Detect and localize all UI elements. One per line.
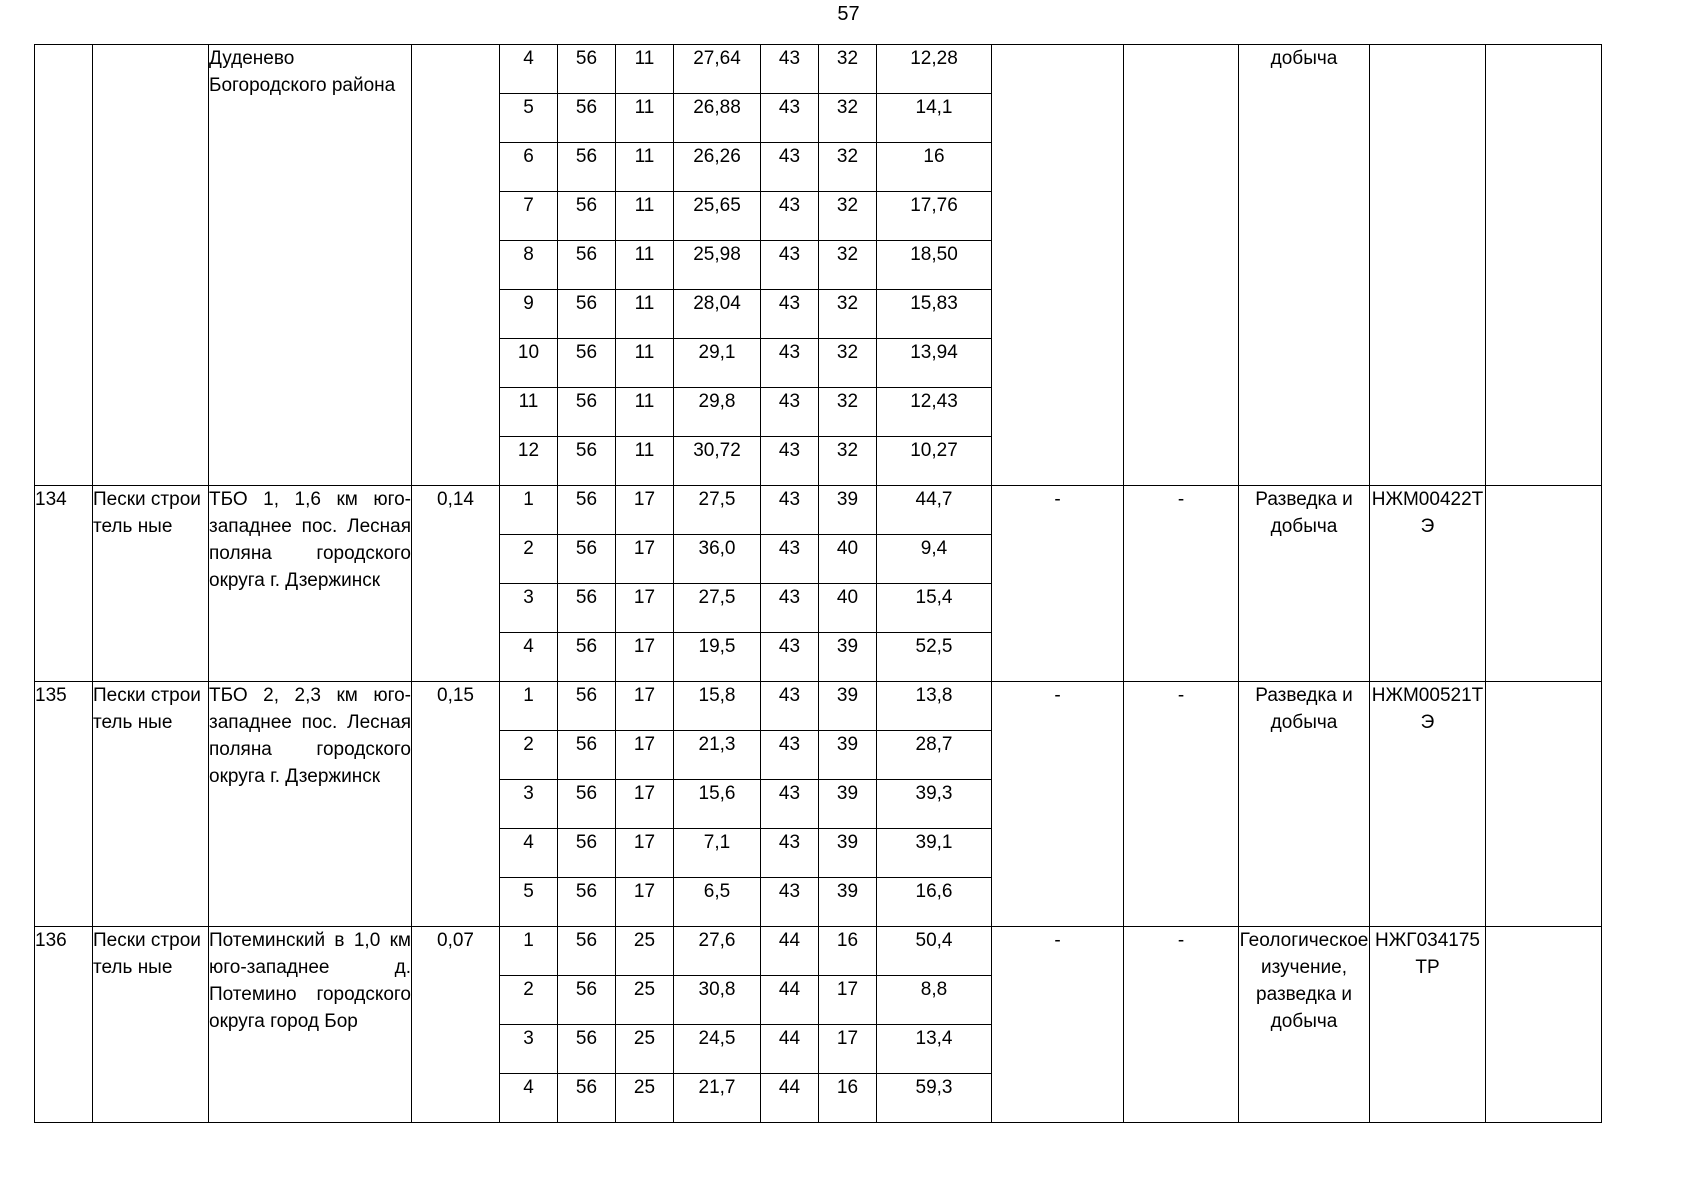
registry-body [35,45,1602,1123]
lon-sec-cell: 52,5 [877,633,992,682]
table-row [35,682,1602,731]
lat-deg-cell: 56 [558,94,616,143]
lon-deg-cell: 43 [761,486,819,535]
lat-min-cell: 11 [616,437,674,486]
lat-deg-cell: 56 [558,45,616,94]
point-number-cell: 4 [500,45,558,94]
lon-deg-cell: 43 [761,633,819,682]
entry-number-cell: 136 [35,927,93,1123]
lat-min-cell: 17 [616,829,674,878]
lon-deg-cell: 43 [761,437,819,486]
lat-sec-cell: 27,64 [674,45,761,94]
lon-deg-cell: 43 [761,535,819,584]
lat-min-cell: 17 [616,633,674,682]
point-number-cell: 1 [500,486,558,535]
lat-min-cell: 25 [616,1025,674,1074]
lon-sec-cell: 12,43 [877,388,992,437]
lat-deg-cell: 56 [558,486,616,535]
lon-min-cell: 17 [819,1025,877,1074]
lon-min-cell: 32 [819,45,877,94]
mineral-cell: Пески строитель ные [93,927,209,1123]
point-number-cell: 4 [500,829,558,878]
lon-min-cell: 32 [819,339,877,388]
lon-sec-cell: 13,94 [877,339,992,388]
method-cell: Разведка и добыча [1239,486,1370,682]
lon-min-cell: 39 [819,878,877,927]
lat-min-cell: 25 [616,1074,674,1123]
dash-cell [992,45,1124,486]
lat-sec-cell: 30,72 [674,437,761,486]
lat-min-cell: 25 [616,976,674,1025]
point-number-cell: 10 [500,339,558,388]
lon-min-cell: 39 [819,486,877,535]
lon-min-cell: 16 [819,1074,877,1123]
lat-deg-cell: 56 [558,339,616,388]
lat-deg-cell: 56 [558,1074,616,1123]
lat-min-cell: 11 [616,143,674,192]
lat-deg-cell: 56 [558,731,616,780]
area-cell [412,45,500,486]
license-cell: НЖМ00521ТЭ [1370,682,1486,927]
lon-min-cell: 17 [819,976,877,1025]
lon-min-cell: 39 [819,731,877,780]
lat-min-cell: 11 [616,241,674,290]
lat-deg-cell: 56 [558,878,616,927]
lat-sec-cell: 36,0 [674,535,761,584]
lon-deg-cell: 44 [761,976,819,1025]
point-number-cell: 2 [500,535,558,584]
lon-sec-cell: 59,3 [877,1074,992,1123]
lat-deg-cell: 56 [558,241,616,290]
lon-min-cell: 39 [819,633,877,682]
lat-deg-cell: 56 [558,927,616,976]
table-row [35,927,1602,976]
lon-sec-cell: 18,50 [877,241,992,290]
lon-deg-cell: 43 [761,584,819,633]
lon-min-cell: 39 [819,829,877,878]
lat-sec-cell: 25,98 [674,241,761,290]
note-cell [1486,927,1602,1123]
point-number-cell: 3 [500,780,558,829]
lon-deg-cell: 43 [761,241,819,290]
lon-sec-cell: 16,6 [877,878,992,927]
lon-deg-cell: 43 [761,192,819,241]
lat-deg-cell: 56 [558,780,616,829]
lat-sec-cell: 25,65 [674,192,761,241]
lat-sec-cell: 28,04 [674,290,761,339]
lon-sec-cell: 15,83 [877,290,992,339]
lat-min-cell: 11 [616,290,674,339]
point-number-cell: 6 [500,143,558,192]
lon-sec-cell: 17,76 [877,192,992,241]
lon-deg-cell: 44 [761,927,819,976]
lon-min-cell: 32 [819,94,877,143]
lat-sec-cell: 27,5 [674,486,761,535]
dash-cell: - [1124,927,1239,1123]
area-cell: 0,07 [412,927,500,1123]
lon-min-cell: 32 [819,241,877,290]
dash-cell: - [992,682,1124,927]
mineral-cell: Пески строитель ные [93,682,209,927]
lat-min-cell: 17 [616,682,674,731]
note-cell [1486,45,1602,486]
lon-deg-cell: 43 [761,143,819,192]
lon-min-cell: 40 [819,584,877,633]
point-number-cell: 11 [500,388,558,437]
point-number-cell: 3 [500,584,558,633]
lon-sec-cell: 16 [877,143,992,192]
point-number-cell: 2 [500,731,558,780]
note-cell [1486,682,1602,927]
area-cell: 0,15 [412,682,500,927]
page-number: 57 [837,3,860,25]
lon-sec-cell: 28,7 [877,731,992,780]
point-number-cell: 3 [500,1025,558,1074]
point-number-cell: 5 [500,878,558,927]
lat-sec-cell: 24,5 [674,1025,761,1074]
point-number-cell: 4 [500,633,558,682]
lat-sec-cell: 29,1 [674,339,761,388]
lat-min-cell: 11 [616,192,674,241]
point-number-cell: 4 [500,1074,558,1123]
lat-deg-cell: 56 [558,584,616,633]
point-number-cell: 2 [500,976,558,1025]
note-cell [1486,486,1602,682]
lat-sec-cell: 29,8 [674,388,761,437]
lat-sec-cell: 30,8 [674,976,761,1025]
dash-cell: - [1124,682,1239,927]
method-cell: Геологическое изучение, разведка и добыча [1239,927,1370,1123]
entry-number-cell [35,45,93,486]
license-cell: НЖГ034175ТР [1370,927,1486,1123]
lat-min-cell: 17 [616,584,674,633]
lon-sec-cell: 13,8 [877,682,992,731]
lon-deg-cell: 43 [761,878,819,927]
license-registry-table [34,44,1602,1123]
lon-min-cell: 40 [819,535,877,584]
lon-deg-cell: 43 [761,339,819,388]
dash-cell: - [992,486,1124,682]
lon-deg-cell: 43 [761,388,819,437]
lon-deg-cell: 43 [761,731,819,780]
lon-min-cell: 39 [819,682,877,731]
license-cell: НЖМ00422ТЭ [1370,486,1486,682]
location-cell: ТБО 2, 2,3 км юго-западнее пос. Лесная поляна городского округа г. Дзержинск [209,682,412,927]
lon-sec-cell: 39,3 [877,780,992,829]
lon-sec-cell: 39,1 [877,829,992,878]
lat-deg-cell: 56 [558,976,616,1025]
lon-sec-cell: 8,8 [877,976,992,1025]
lat-deg-cell: 56 [558,535,616,584]
lat-min-cell: 25 [616,927,674,976]
point-number-cell: 12 [500,437,558,486]
dash-cell: - [1124,486,1239,682]
lon-sec-cell: 14,1 [877,94,992,143]
entry-number-cell: 134 [35,486,93,682]
lat-deg-cell: 56 [558,1025,616,1074]
method-cell: Разведка и добыча [1239,682,1370,927]
point-number-cell: 1 [500,927,558,976]
lon-deg-cell: 44 [761,1074,819,1123]
lat-sec-cell: 27,6 [674,927,761,976]
point-number-cell: 9 [500,290,558,339]
lon-sec-cell: 13,4 [877,1025,992,1074]
lat-min-cell: 17 [616,878,674,927]
location-cell: Потеминский в 1,0 км юго-западнее д. Потемино городского округа город Бор [209,927,412,1123]
lon-min-cell: 32 [819,143,877,192]
lat-deg-cell: 56 [558,829,616,878]
lon-min-cell: 32 [819,290,877,339]
lat-sec-cell: 15,8 [674,682,761,731]
lon-deg-cell: 43 [761,829,819,878]
lon-deg-cell: 43 [761,682,819,731]
lat-sec-cell: 7,1 [674,829,761,878]
lat-sec-cell: 21,3 [674,731,761,780]
lon-deg-cell: 43 [761,290,819,339]
lat-sec-cell: 6,5 [674,878,761,927]
lon-deg-cell: 43 [761,94,819,143]
lat-min-cell: 11 [616,388,674,437]
point-number-cell: 7 [500,192,558,241]
lon-sec-cell: 44,7 [877,486,992,535]
point-number-cell: 1 [500,682,558,731]
lon-min-cell: 32 [819,388,877,437]
lat-min-cell: 17 [616,486,674,535]
lat-min-cell: 11 [616,94,674,143]
method-cell: добыча [1239,45,1370,486]
lat-sec-cell: 26,88 [674,94,761,143]
license-cell [1370,45,1486,486]
table-row [35,45,1602,94]
mineral-cell: Пески строитель ные [93,486,209,682]
location-cell: ТБО 1, 1,6 км юго-западнее пос. Лесная поляна городского округа г. Дзержинск [209,486,412,682]
point-number-cell: 8 [500,241,558,290]
lat-deg-cell: 56 [558,633,616,682]
lat-min-cell: 17 [616,780,674,829]
point-number-cell: 5 [500,94,558,143]
lat-min-cell: 17 [616,535,674,584]
entry-number-cell: 135 [35,682,93,927]
lon-min-cell: 32 [819,437,877,486]
lon-sec-cell: 10,27 [877,437,992,486]
table-row [35,486,1602,535]
location-cell: Дуденево Богородского района [209,45,412,486]
lon-min-cell: 16 [819,927,877,976]
lat-sec-cell: 15,6 [674,780,761,829]
lat-min-cell: 11 [616,339,674,388]
lat-sec-cell: 26,26 [674,143,761,192]
lat-min-cell: 17 [616,731,674,780]
lon-sec-cell: 12,28 [877,45,992,94]
lon-deg-cell: 44 [761,1025,819,1074]
lon-deg-cell: 43 [761,45,819,94]
lon-sec-cell: 50,4 [877,927,992,976]
lon-min-cell: 39 [819,780,877,829]
lat-min-cell: 11 [616,45,674,94]
dash-cell [1124,45,1239,486]
lon-min-cell: 32 [819,192,877,241]
lat-sec-cell: 19,5 [674,633,761,682]
dash-cell: - [992,927,1124,1123]
lat-deg-cell: 56 [558,682,616,731]
lat-deg-cell: 56 [558,290,616,339]
lat-deg-cell: 56 [558,388,616,437]
lat-deg-cell: 56 [558,192,616,241]
lon-sec-cell: 15,4 [877,584,992,633]
lat-deg-cell: 56 [558,143,616,192]
lat-deg-cell: 56 [558,437,616,486]
lon-sec-cell: 9,4 [877,535,992,584]
lat-sec-cell: 27,5 [674,584,761,633]
mineral-cell [93,45,209,486]
area-cell: 0,14 [412,486,500,682]
lat-sec-cell: 21,7 [674,1074,761,1123]
lon-deg-cell: 43 [761,780,819,829]
